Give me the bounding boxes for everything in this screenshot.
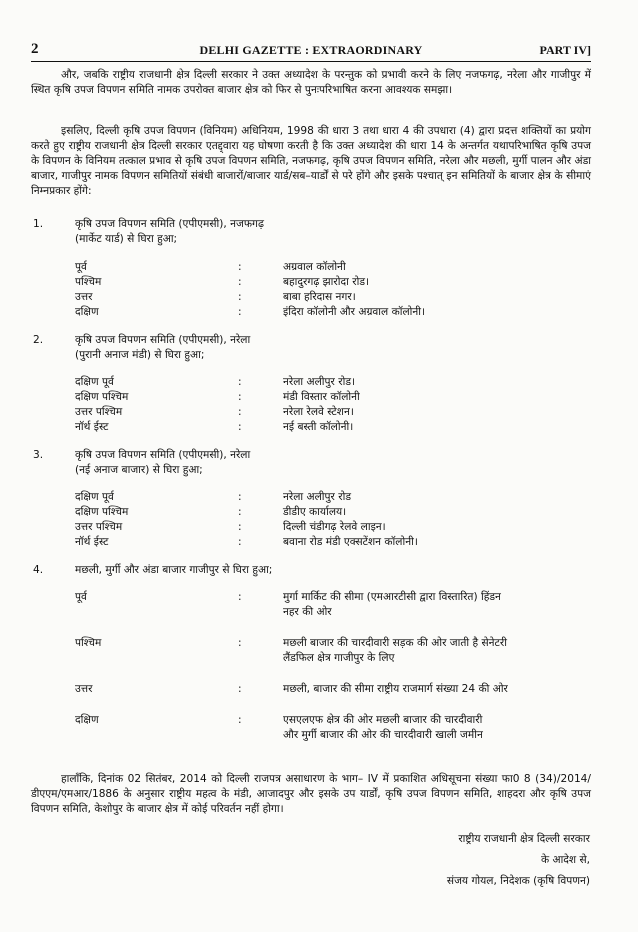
boundary-value: इंदिरा कॉलोनी और अग्रवाल कॉलोनी।: [283, 306, 426, 318]
section-title-line: मछली, मुर्गी और अंडा बाजार गाजीपुर से घिरा हुआ;: [75, 564, 273, 576]
section-title-line: कृषि उपज विपणन समिति (एपीएमसी), नजफगढ़: [75, 218, 264, 230]
part-label: PART IV]: [539, 43, 591, 57]
boundary-colon: :: [238, 683, 242, 695]
boundary-value: एसएलएफ क्षेत्र की ओर मछली बाजार की चारदीवारी और मुर्गी बाजार की ओर की चारदीवारी खाली जमीन: [283, 714, 483, 741]
boundary-colon: :: [238, 714, 242, 726]
boundary-colon: :: [238, 261, 242, 273]
boundary-colon: :: [238, 406, 242, 418]
closing-paragraph: हालाँकि, दिनांक 02 सितंबर, 2014 को दिल्ली राजपत्र असाधारण के भाग– IV में प्रकाशित अधिसूचना संख्या फा0 8 (34)/2014/डीएएम/एमआर/1886 के अनुसार राष्ट्रीय महत्व के मंडी, आजादपुर और इसके उप यार्डों, कृषि उपज विपणन समिति, शाहदरा और कृषि उपज विपणन समिति, केशोपुर के बाजार क्षेत्र में कोई परिवर्तन नहीं होगा।: [31, 773, 591, 815]
boundary-colon: :: [238, 276, 242, 288]
boundary-colon: :: [238, 291, 242, 303]
boundary-direction: दक्षिण पूर्व: [75, 491, 114, 503]
signature-authority: राष्ट्रीय राजधानी क्षेत्र दिल्ली सरकार: [458, 833, 590, 845]
boundary-direction: दक्षिण पश्चिम: [75, 506, 129, 518]
section-number: 1.: [33, 218, 44, 230]
boundary-row: [75, 390, 545, 405]
boundary-direction: दक्षिण पूर्व: [75, 376, 114, 388]
boundary-direction: पश्चिम: [75, 637, 102, 649]
boundary-table: [75, 490, 545, 550]
header-divider: [31, 61, 591, 62]
boundary-direction: पूर्व: [75, 591, 87, 603]
intro-paragraph: और, जबकि राष्ट्रीय राजधानी क्षेत्र दिल्ली सरकार ने उक्त अध्यादेश के परन्तुक को प्रभावी करने के लिए नजफगढ़, नरेला और गाजीपुर में स्थित कृषि उपज विपणन समिति नामक उपरोक्त बाजार क्षेत्र को फिर से पुनःपरिभाषित करना आवश्यक समझा।: [31, 69, 591, 96]
boundary-value: मंडी विस्तार कॉलोनी: [283, 391, 360, 403]
section-title-line: (नई अनाज बाजार) से घिरा हुआ;: [75, 464, 203, 476]
boundary-colon: :: [238, 421, 242, 433]
boundary-direction: उत्तर पश्चिम: [75, 406, 123, 418]
section-title-line: (मार्केट यार्ड) से घिरा हुआ;: [75, 233, 178, 245]
boundary-value: अग्रवाल कॉलोनी: [283, 261, 346, 273]
header-bar: [31, 41, 591, 59]
boundary-value: नरेला अलीपुर रोड।: [283, 376, 356, 388]
boundary-colon: :: [238, 637, 242, 649]
boundary-row: [75, 636, 545, 666]
boundary-direction: दक्षिण: [75, 714, 99, 726]
boundary-value: मछली, बाजार की सीमा राष्ट्रीय राजमार्ग संख्या 24 की ओर: [283, 683, 508, 695]
boundary-table: [75, 375, 545, 435]
boundary-value: बवाना रोड मंडी एक्सटेंशन कॉलोनी।: [283, 536, 418, 548]
boundary-direction: उत्तर: [75, 291, 93, 303]
boundary-row: [75, 535, 545, 550]
boundary-colon: :: [238, 391, 242, 403]
boundary-row: [75, 713, 545, 743]
boundary-row: [75, 505, 545, 520]
boundary-value: बहादुरगढ़ झारोदा रोड।: [283, 276, 369, 288]
boundary-value: बाबा हरिदास नगर।: [283, 291, 356, 303]
boundary-value: दिल्ली चंडीगढ़ रेलवे लाइन।: [283, 521, 386, 533]
boundary-colon: :: [238, 521, 242, 533]
boundary-colon: :: [238, 306, 242, 318]
boundary-row: [75, 682, 545, 697]
boundary-direction: दक्षिण: [75, 306, 99, 318]
boundary-direction: दक्षिण पश्चिम: [75, 391, 129, 403]
page-number: 2: [31, 41, 39, 57]
boundary-row: [75, 375, 545, 390]
boundary-table: [75, 260, 545, 320]
gazette-title: DELHI GAZETTE : EXTRAORDINARY: [199, 43, 423, 57]
boundary-value: मुर्गा मार्किट की सीमा (एमआरटीसी द्वारा विस्तारित) हिंडन नहर की ओर: [283, 591, 501, 618]
signature-name: संजय गोयल, निदेशक (कृषि विपणन): [446, 875, 590, 887]
boundary-row: [75, 590, 545, 620]
boundary-row: [75, 490, 545, 505]
boundary-row: [75, 420, 545, 435]
boundary-colon: :: [238, 376, 242, 388]
boundary-direction: पश्चिम: [75, 276, 102, 288]
boundary-row: [75, 260, 545, 275]
section-title-line: (पुरानी अनाज मंडी) से घिरा हुआ;: [75, 349, 205, 361]
section-title-line: कृषि उपज विपणन समिति (एपीएमसी), नरेला: [75, 334, 251, 346]
boundary-row: [75, 405, 545, 420]
boundary-value: नई बस्ती कॉलोनी।: [283, 421, 354, 433]
boundary-direction: नॉर्थ ईस्ट: [75, 421, 109, 433]
section-title: [75, 448, 250, 478]
boundary-value: डीडीए कार्यालय।: [283, 506, 347, 518]
boundary-direction: उत्तर: [75, 683, 93, 695]
boundary-value: नरेला अलीपुर रोड: [283, 491, 351, 503]
boundary-colon: :: [238, 506, 242, 518]
boundary-direction: नॉर्थ ईस्ट: [75, 536, 109, 548]
boundary-colon: :: [238, 536, 242, 548]
boundary-table: [75, 590, 545, 759]
signature-order: के आदेश से,: [540, 854, 590, 866]
boundary-row: [75, 305, 545, 320]
boundary-row: [75, 290, 545, 305]
boundary-row: [75, 520, 545, 535]
intro-paragraph: इसलिए, दिल्ली कृषि उपज विपणन (विनियम) अधिनियम, 1998 की धारा 3 तथा धारा 4 की उपधारा (4) द्वारा प्रदत्त शक्तियों का प्रयोग करते हुए राष्ट्रीय राजधानी क्षेत्र दिल्ली सरकार एतद्द्वारा यह घोषणा करती है कि उक्त अध्यादेश की धारा 14 के अन्तर्गत यथापरिभाषित कृषि उपज के विपणन के विनियम तत्काल प्रभाव से कृषि उपज विपणन समिति, नजफगढ़, कृषि उपज विपणन समिति, नरेला और मछली, मुर्गी पालन और अंडा बाजार, गाजीपुर नामक विपणन समितियों संबंधी बाजारों/बाजार यार्ड/सब–यार्डों से परे होंगे और इसके पश्चात् इन समितियों के बाजार क्षेत्र के सीमाएं निम्नप्रकार होंगे:: [31, 125, 591, 197]
boundary-row: [75, 275, 545, 290]
section-title: [75, 563, 272, 578]
boundary-colon: :: [238, 491, 242, 503]
section-number: 2.: [33, 334, 44, 346]
boundary-direction: पूर्व: [75, 261, 87, 273]
boundary-direction: उत्तर पश्चिम: [75, 521, 123, 533]
section-title-line: कृषि उपज विपणन समिति (एपीएमसी), नरेला: [75, 449, 251, 461]
boundary-value: मछली बाजार की चारदीवारी सड़क की ओर जाती है सेनेटरी लैंडफिल क्षेत्र गाजीपुर के लिए: [283, 637, 507, 664]
section-title: [75, 217, 264, 247]
boundary-value: नरेला रेलवे स्टेशन।: [283, 406, 354, 418]
section-number: 4.: [33, 564, 44, 576]
section-title: [75, 333, 250, 363]
boundary-colon: :: [238, 591, 242, 603]
section-number: 3.: [33, 449, 44, 461]
